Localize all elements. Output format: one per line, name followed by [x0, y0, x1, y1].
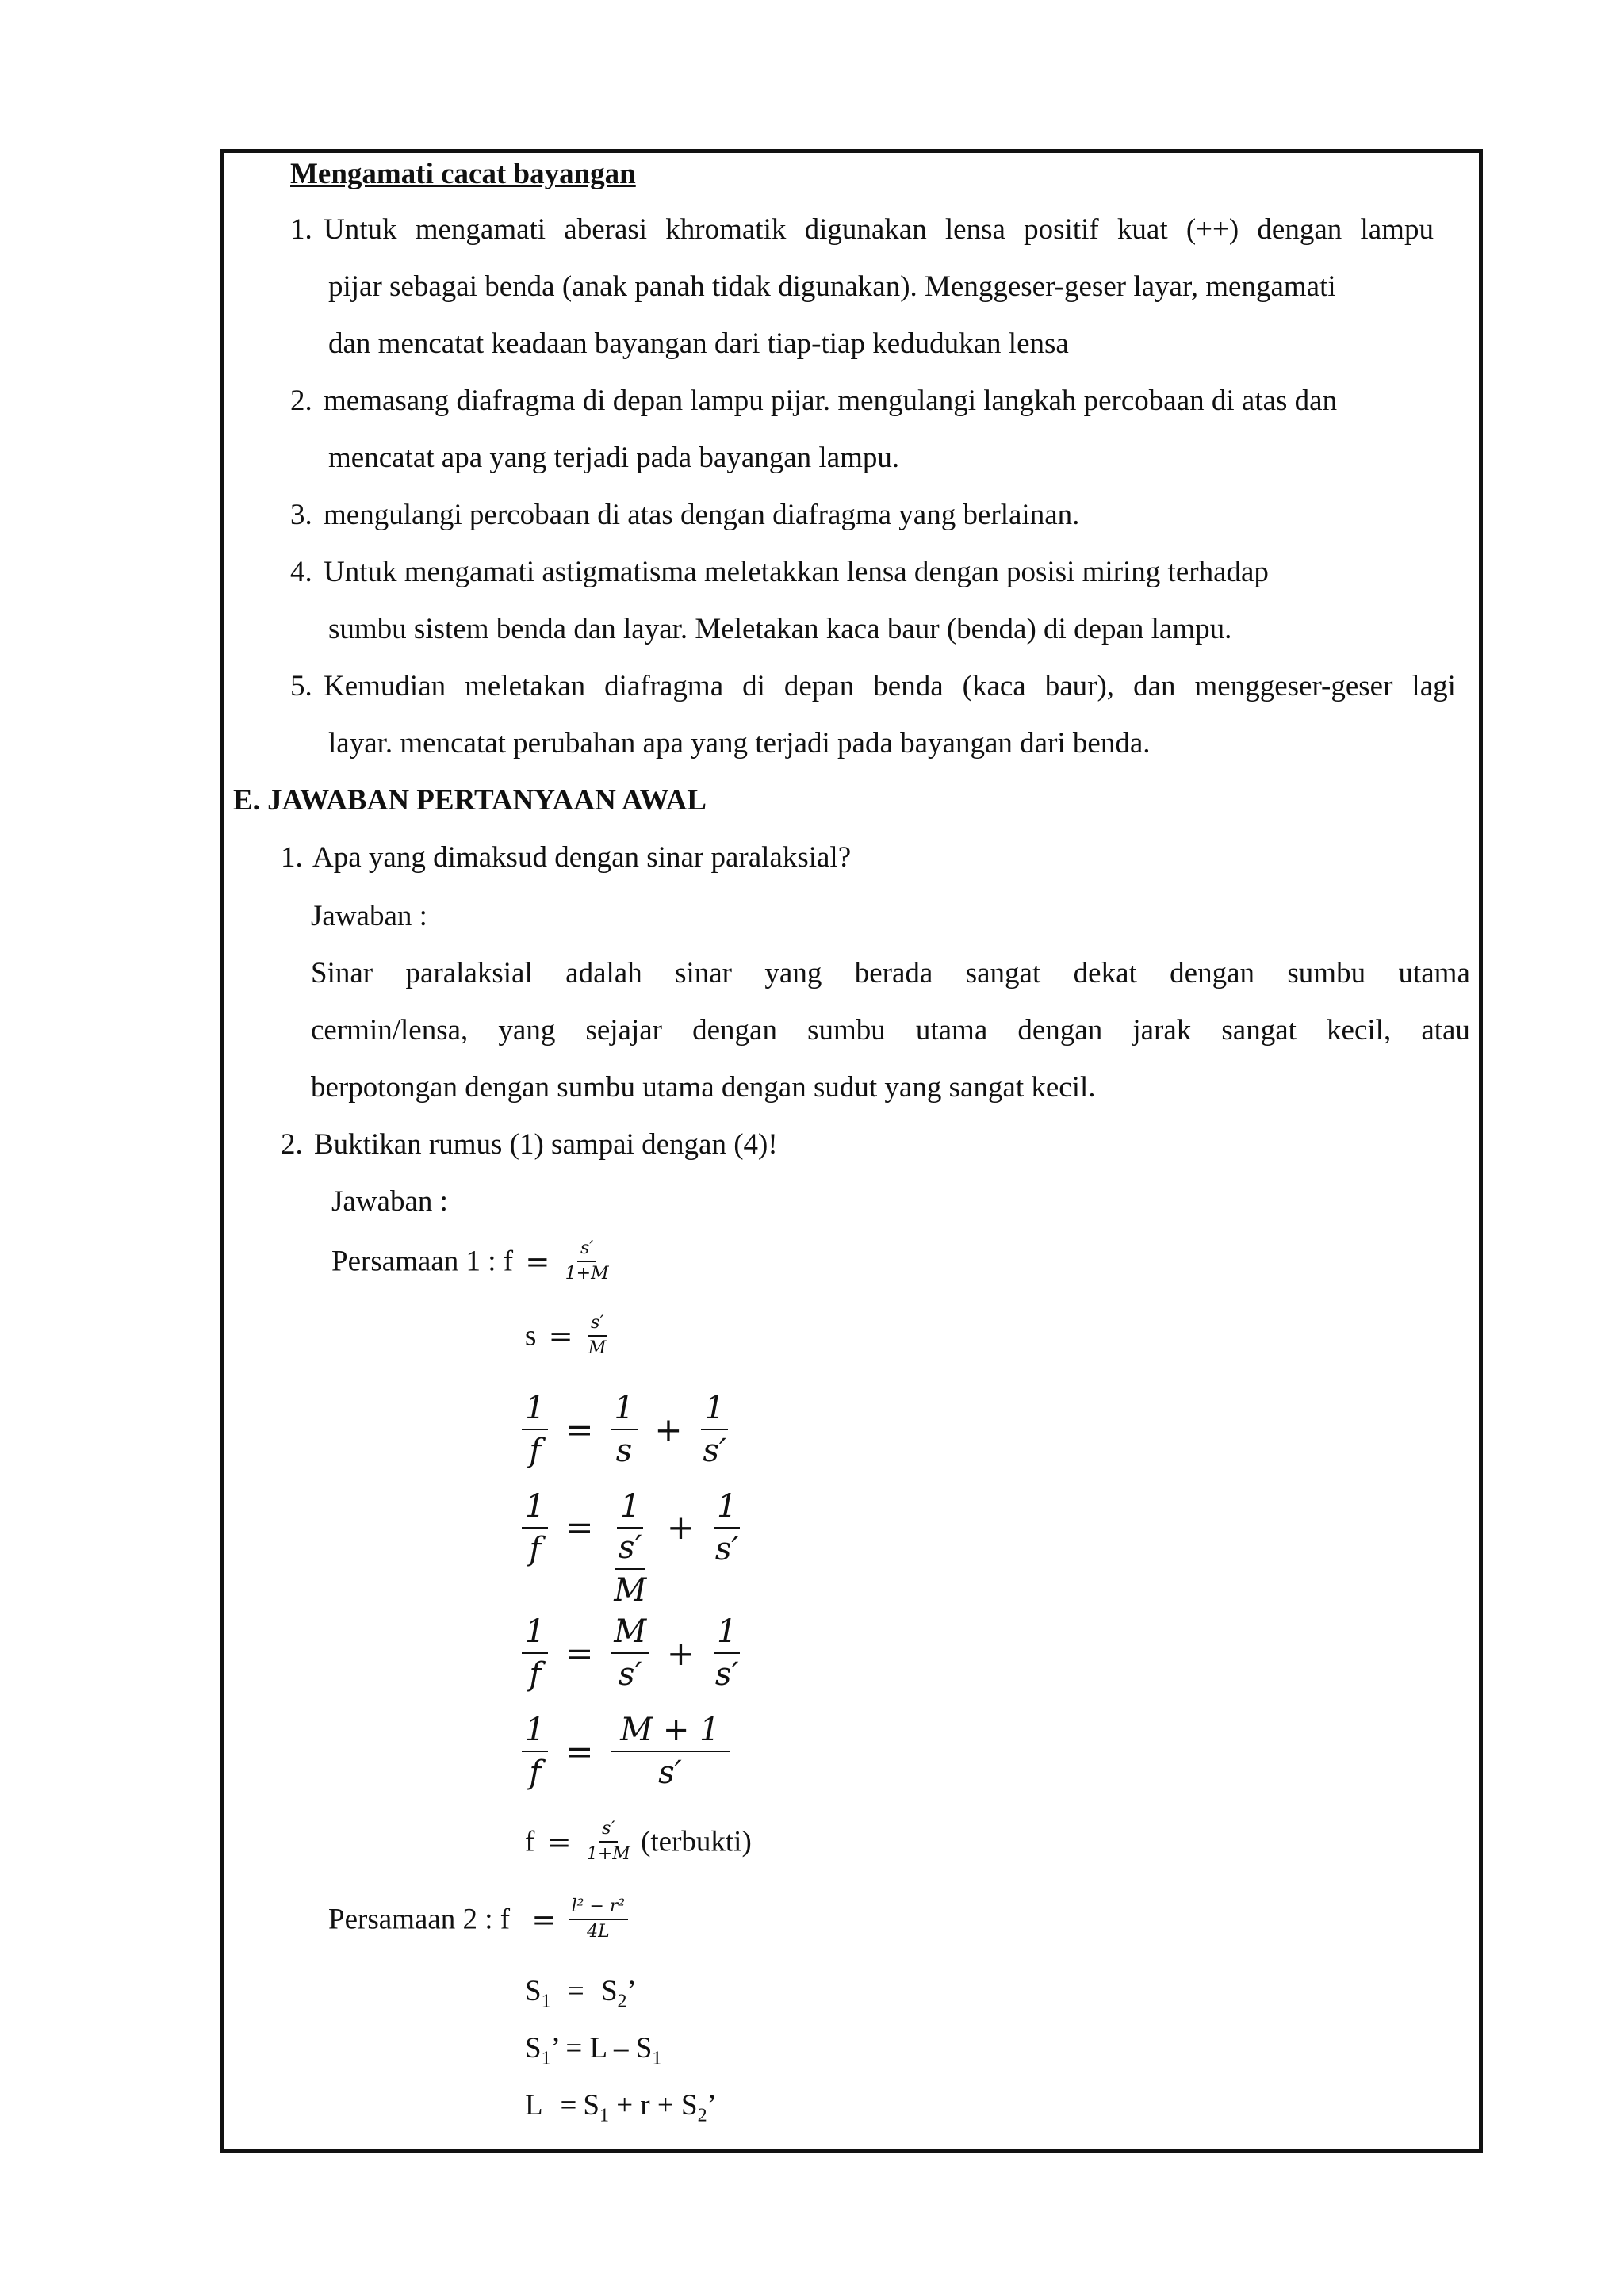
p1-label: Persamaan 1 : f: [331, 1245, 514, 1278]
section-title: Mengamati cacat bayangan: [290, 158, 636, 190]
fraction: $\frac{\text{l² − r²}}{4L}$: [569, 1896, 629, 1942]
terbukti-note: (terbukti): [641, 1825, 752, 1858]
fraction: $\frac{s'}{1+M}$: [586, 1819, 630, 1864]
equation-s-definition: s = $\frac{s'}{M}$: [525, 1313, 609, 1359]
fraction: $\frac{1}{s'}$: [714, 1613, 739, 1693]
step-3-number: 3.: [290, 499, 312, 531]
compound-fraction: $\frac{1}{\frac{s'}{M}}$: [614, 1488, 647, 1609]
p2-label: Persamaan 2 : f: [328, 1903, 511, 1936]
fraction: $\frac{1}{f}$: [522, 1389, 548, 1470]
equation-p1-definition: Persamaan 1 : f = $\frac{s'}{1+M}$: [331, 1238, 612, 1284]
q1-answer-line-3: berpotongan dengan sumbu utama dengan sudut yang sangat kecil.: [311, 1071, 1096, 1104]
step-3-line-1: mengulangi percobaan di atas dengan diafragma yang berlainan.: [324, 499, 1080, 531]
fraction: $\frac{1}{f}$: [522, 1487, 548, 1568]
fraction: $\frac{s'}{1+M}$: [565, 1238, 609, 1284]
equation-substitution: $\frac{1}{f}$ = $\frac{1}{\frac{s'}{M}}$ + $\frac{1}{s'}$: [522, 1487, 742, 1609]
fraction: $\frac{1}{s'}$: [714, 1488, 739, 1567]
q1-answer-line-1: Sinar paralaksial adalah sinar yang berada sangat dekat dengan sumbu utama: [311, 957, 1470, 989]
step-4-line-1: Untuk mengamati astigmatisma meletakkan lensa dengan posisi miring terhadap: [324, 556, 1269, 588]
q1-text: Apa yang dimaksud dengan sinar paralaksial?: [312, 841, 852, 874]
equation-lens-formula: $\frac{1}{f}$ = $\frac{1}{s}$ + $\frac{1}{s'}$: [522, 1389, 730, 1470]
heading-jawaban: E. JAWABAN PERTANYAAN AWAL: [233, 784, 707, 817]
step-5-line-2: layar. mencatat perubahan apa yang terjadi pada bayangan dari benda.: [328, 727, 1151, 760]
step-5-line-1: Kemudian meletakan diafragma di depan benda (kaca baur), dan menggeser-geser lagi: [324, 670, 1456, 702]
fraction: $\frac{M + 1}{s'}$: [611, 1711, 729, 1792]
step-1-line-1: Untuk mengamati aberasi khromatik digunakan lensa positif kuat (++) dengan lampu: [324, 213, 1434, 246]
fraction: $\frac{1}{s}$: [611, 1389, 637, 1470]
fraction: $\frac{1}{f}$: [522, 1711, 548, 1792]
q1-answer-label: Jawaban :: [311, 900, 427, 932]
step-1-line-3: dan mencatat keadaan bayangan dari tiap-tiap kedudukan lensa: [328, 327, 1069, 360]
q1-answer-line-2: cermin/lensa, yang sejajar dengan sumbu utama dengan jarak sangat kecil, atau: [311, 1014, 1470, 1047]
q2-number: 2.: [281, 1128, 303, 1161]
equation-L: $L = S_1 + r + S_2$’: [525, 2089, 717, 2126]
equation-result: f = $\frac{s'}{1+M}$ (terbukti): [525, 1819, 752, 1864]
q2-answer-label: Jawaban :: [331, 1185, 448, 1218]
step-2-number: 2.: [290, 385, 312, 417]
step-2-line-2: mencatat apa yang terjadi pada bayangan lampu.: [328, 442, 900, 474]
step-4-line-2: sumbu sistem benda dan layar. Meletakan kaca baur (benda) di depan lampu.: [328, 613, 1232, 645]
equation-p2-definition: Persamaan 2 : f = $\frac{\text{l² − r²}}{4L}$: [328, 1896, 628, 1942]
step-5-number: 5.: [290, 670, 312, 702]
equation-s1-prime: $S_1$’ = L – $S_1$: [525, 2032, 662, 2069]
fraction: $\frac{s'}{M}$: [588, 1313, 607, 1358]
fraction: $\frac{1}{f}$: [522, 1613, 548, 1693]
step-1-line-2: pijar sebagai benda (anak panah tidak digunakan). Menggeser-geser layar, mengamati: [328, 270, 1336, 303]
q2-text: Buktikan rumus (1) sampai dengan (4)!: [314, 1128, 778, 1161]
q1-number: 1.: [281, 841, 303, 874]
equation-simplify: $\frac{1}{f}$ = $\frac{M}{s'}$ + $\frac{1}{s'}$: [522, 1613, 742, 1693]
fraction: $\frac{1}{s'}$: [703, 1390, 726, 1469]
equation-s1-s2: $S_1 = S_2$’: [525, 1975, 637, 2012]
step-4-number: 4.: [290, 556, 312, 588]
equation-combined: $\frac{1}{f}$ = $\frac{M + 1}{s'}$: [522, 1711, 730, 1792]
step-1-number: 1.: [290, 213, 312, 246]
step-2-line-1: memasang diafragma di depan lampu pijar. mengulangi langkah percobaan di atas dan: [324, 385, 1338, 417]
fraction: $\frac{M}{s'}$: [611, 1613, 649, 1693]
